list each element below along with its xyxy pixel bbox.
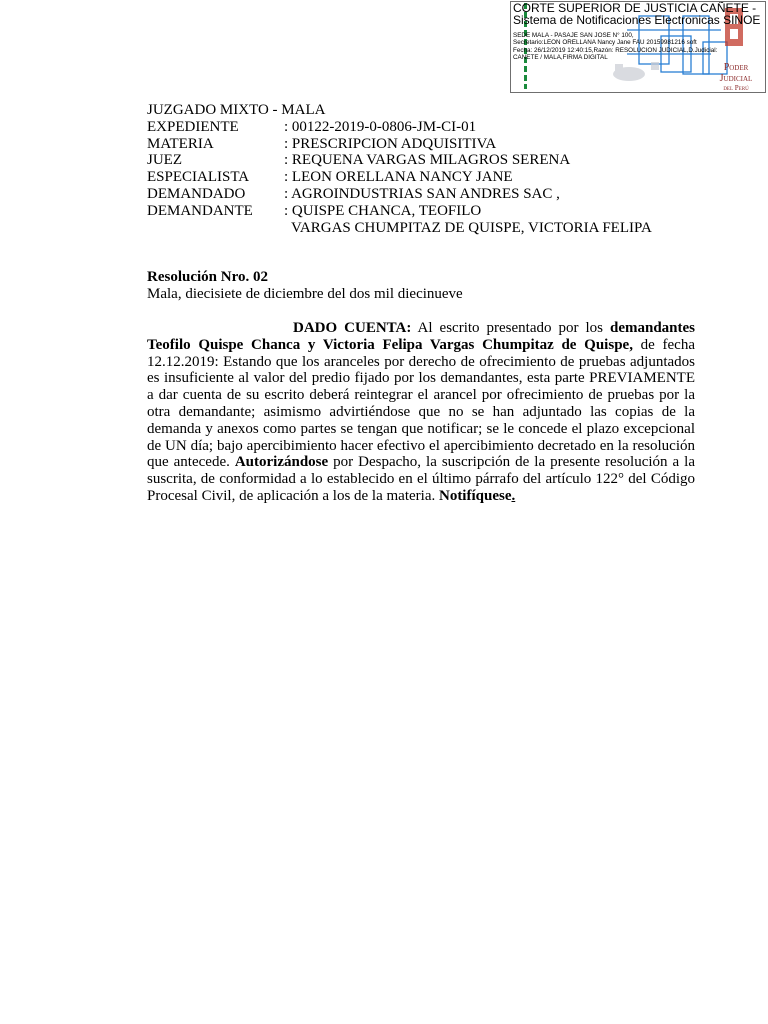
header-row-juez <box>147 152 695 169</box>
digital-signature-stamp <box>510 1 766 93</box>
stamp-details <box>513 32 765 62</box>
header-value: : LEON ORELLANA NANCY JANE <box>284 169 513 186</box>
header-value: : QUISPE CHANCA, TEOFILO <box>284 202 482 219</box>
header-row-demandante <box>147 203 695 220</box>
resolution-date: Mala, diecisiete de diciembre del dos mil diecinueve <box>147 286 463 303</box>
body-text-1: Al escrito presentado por los <box>411 319 610 336</box>
header-label: DEMANDADO <box>147 185 246 202</box>
header-row-materia <box>147 136 695 153</box>
logo-line2: del Perú <box>723 84 749 92</box>
header-label: ESPECIALISTA <box>147 169 250 186</box>
stamp-detail-sede: SEDE MALA - PASAJE SAN JOSE N° 100, <box>513 32 634 39</box>
header-value: : AGROINDUSTRIAS SAN ANDRES SAC , <box>284 185 560 202</box>
resolution-document <box>147 102 695 505</box>
court-name: JUZGADO MIXTO - MALA <box>147 102 326 118</box>
header-row-especialista <box>147 169 695 186</box>
notifiquese: Notifíquese <box>438 487 512 504</box>
logo-line1: Poder Judicial <box>719 62 753 84</box>
header-label: MATERIA <box>147 135 214 152</box>
body-bold-autorizandose: Autorizándose <box>234 454 329 471</box>
body-bold-names: demandantes Teofilo Quispe Chanca y Victoria Felipa Vargas Chumpitaz de Quispe, <box>147 319 695 353</box>
header-value: VARGAS CHUMPITAZ DE QUISPE, VICTORIA FELIPA <box>291 219 652 236</box>
header-label: EXPEDIENTE <box>147 118 239 135</box>
header-value: : 00122-2019-0-0806-JM-CI-01 <box>284 118 477 135</box>
body-text-2: de fecha 12.12.2019: Estando que los aranceles por derecho de ofrecimiento de pruebas adjuntados es insuficiente al valor del predio fijado por los demandantes, esta parte PREVIAMENTE a dar cuenta de su escrito deberá reintegrar el arancel por ofrecimiento de pruebas por la otra demandante; asimismo advirtiéndose que no se han adjuntado las copias de la demanda y anexos como partes se tengan que notificar; se le concede el plazo excepcional de UN día; bajo apercibimiento hacer efectivo el apercibimiento decretado en la resolución que antecede. <box>147 336 695 471</box>
header-row-expediente <box>147 119 695 136</box>
header-value: : PRESCRIPCION ADQUISITIVA <box>284 135 497 152</box>
stamp-detail-secretario: Secretario:LEON ORELLANA Nancy Jane FAU 20159981216 soft <box>513 39 697 47</box>
notifiquese-period: . <box>511 487 516 504</box>
header-value: : REQUENA VARGAS MILAGROS SERENA <box>284 152 571 169</box>
body-text-3: por Despacho, la suscripción de la presente resolución a la suscrita, de conformidad a lo establecido en el último párrafo del artículo 122° del Código Procesal Civil, de aplicación a los de la materia. <box>147 454 695 504</box>
header-label: JUEZ <box>147 152 182 169</box>
dado-cuenta: DADO CUENTA: <box>293 319 412 336</box>
resolution-body <box>147 320 695 505</box>
header-row-demandado <box>147 186 695 203</box>
header-label: DEMANDANTE <box>147 202 253 219</box>
stamp-detail-district: CAÑETE / MALA,FIRMA DIGITAL <box>513 54 608 62</box>
stamp-detail-fecha: Fecha: 26/12/2019 12:40:15,Razón: RESOLUCIÓN JUDICIAL,D.Judicial: <box>513 46 718 54</box>
stamp-title-line2: Sistema de Notificaciones Electronicas SINOE <box>513 13 761 27</box>
poder-judicial-logo <box>707 62 765 92</box>
stamp-title-line1: CORTE SUPERIOR DE JUSTICIA CAÑETE - <box>513 1 757 15</box>
stamp-title <box>513 2 765 26</box>
resolution-title: Resolución Nro. 02 <box>147 269 268 286</box>
header-row-demandante-extra <box>147 220 695 237</box>
